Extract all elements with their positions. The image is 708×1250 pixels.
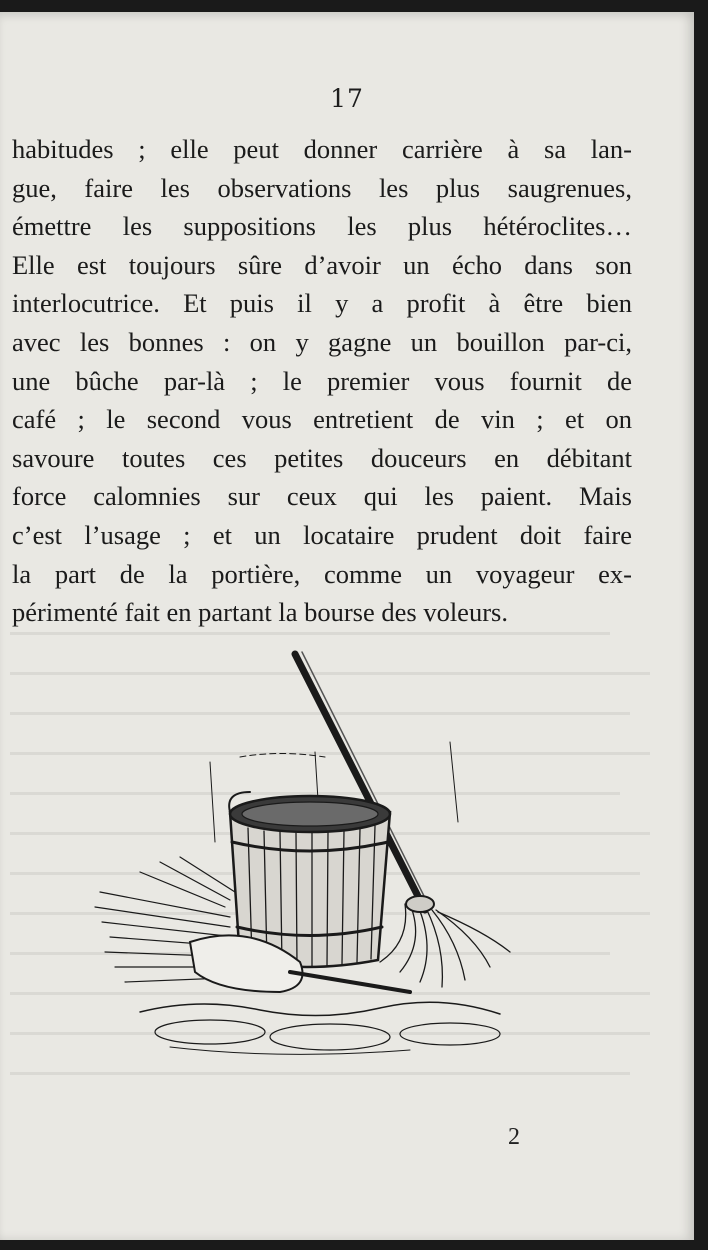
text-line: interlocutrice. Et puis il y a profit à être bien bbox=[12, 288, 632, 319]
page-number: 17 bbox=[330, 84, 364, 113]
text-line: café ; le second vous entretient de vin ; et on bbox=[12, 404, 632, 435]
text-line: Elle est toujours sûre d’avoir un écho dans son bbox=[12, 249, 632, 280]
text-line: habitudes ; elle peut donner carrière à sa lan- bbox=[12, 134, 632, 164]
text-line: émettre les suppositions les plus hétéroclites… bbox=[12, 211, 632, 242]
signature-mark: 2 bbox=[508, 1124, 520, 1150]
text-line: savoure toutes ces petites douceurs en débitant bbox=[12, 442, 632, 473]
bucket-broom-illustration bbox=[80, 642, 550, 1062]
book-page bbox=[0, 12, 694, 1240]
text-line: force calomnies sur ceux qui les paient. Mais bbox=[12, 481, 632, 512]
text-line: une bûche par-là ; le premier vous fournit de bbox=[12, 365, 632, 396]
body-text bbox=[12, 130, 632, 632]
text-line: périmenté fait en partant la bourse des voleurs. bbox=[12, 597, 508, 628]
text-line: la part de la portière, comme un voyageur ex- bbox=[12, 558, 632, 589]
text-line: gue, faire les observations les plus saugrenues, bbox=[12, 172, 632, 203]
text-line: avec les bonnes : on y gagne un bouillon par-ci, bbox=[12, 326, 632, 357]
text-line: c’est l’usage ; et un locataire prudent doit faire bbox=[12, 519, 632, 550]
